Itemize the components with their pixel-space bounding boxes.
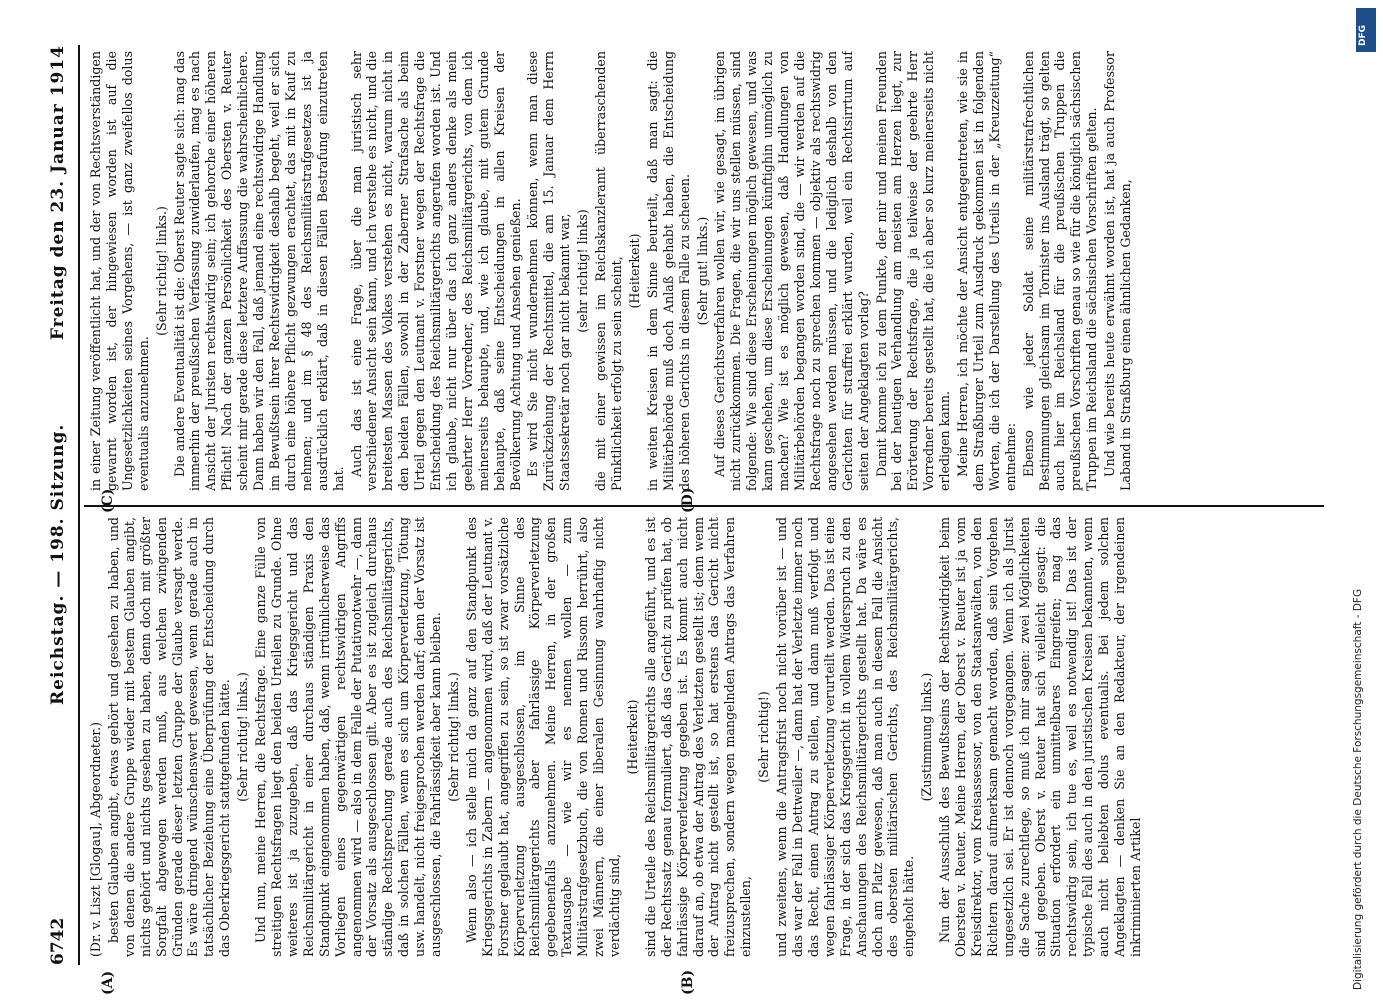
marker-d: (D) — [680, 487, 696, 513]
paragraph: Auch das ist eine Frage, über die man juristisch sehr verschiedener Ansicht sein kann, und ich verstehe es nicht, und die breitesten Massen des Volkes verstehen es nicht, warum nicht in den beiden Fällen, sowohl in der Zaberner Strafsache als beim Urteil gegen den Leutnant v. Forstner wegen der Rechtsfrage die Entscheidung des Reichsmilitärgerichts angerufen worden ist. Und ich glaube, nicht nur über das ich ganz anders denke als mein geehrter Herr Vorredner, des Reichsmilitärgerichts, von dem ich meinerseits behaupte, und, wie ich glaube, mit gutem Grunde behaupte, daß seine Entscheidungen in allen Kreisen der Bevölkerung Achtung und Ansehen genießen. — [348, 51, 523, 491]
paragraph: und zweitens, wenn die Antragsfrist noch nicht vorüber ist — und das war der Fall in Dettweiler —, dann hat der Verletzte immer noch das Recht, einen Antrag zu stellen, und dann muß verfolgt und wegen fahrlässiger Körperverletzung verurteilt werden. Das ist eine Frage, in der sich das Kriegsgericht in vollem Widerspruch zu den Anschauungen des Reichsmilitärgerichts gestellt hat. Da wäre es doch am Platz gewesen, daß man auch in diesem Fall die Ansicht des obersten militärischen Gerichts, des Reichsmilitärgerichts, eingeholt hätte. — [774, 517, 917, 957]
interjection: (Sehr richtig! links.) — [235, 672, 251, 802]
marker-a: (A) — [100, 970, 116, 995]
marker-c: (C) — [100, 488, 116, 513]
digitization-note: Digitalisierung gefördert durch die Deutsche Forschungsgemeinschaft - DFG — [1352, 588, 1364, 990]
left-column — [88, 517, 1323, 957]
right-column — [88, 51, 1323, 491]
paragraph: in weiten Kreisen in dem Sinne beurteilt, daß man sagt: die Militärbehörde muß doch Anlaß gehabt haben, die Entscheidung des höheren Gerichts in diesem Falle zu scheuen. — [644, 51, 692, 491]
paragraph: Auf dieses Gerichtsverfahren wollen wir, wie gesagt, im übrigen nicht zurückkommen. Die Fragen, die wir uns stellen müssen, sind folgende: Wie sind diese Erscheinungen möglich gewesen, und was kann geschehen, um diese Erscheinungen künftighin unmöglich zu machen? Wie ist es möglich gewesen, daß Handlungen von Militärbehörden begangen worden sind, die — wir werden auf die Rechtsfrage noch zu sprechen kommen — objektiv als rechtswidrig angesehen werden müssen, und die lediglich deshalb von den Gerichten für straffrei erklärt wurden, weil ein Rechtsirrtum auf seiten der Angeklagten vorlag? — [712, 51, 871, 491]
document-page — [40, 45, 1330, 995]
quotation: Ebenso wie jeder Soldat seine militärstrafrechtlichen Bestimmungen gleichsam im Tornister ins Ausland trägt, so gelten auch hier im Reichsland für die preußischen Truppen die preußischen Vorschriften genau so wie für die königlich sächsischen Truppen im Reichsland die sächsischen Vorschriften gelten. — [1020, 51, 1100, 491]
paragraph: Meine Herren, ich möchte der Ansicht entgegentreten, wie sie in dem Straßburger Urteil zum Ausdruck gekommen ist in folgenden Worten, die ich der Darstellung des Urteils in der „Kreuzzeitung“ entnehme: — [955, 51, 1018, 491]
paragraph: besten Glauben angibt, etwas gehört und gesehen zu haben, und von denen die andere Gruppe wieder mit bestem Glauben angibt, nichts gehört und nichts gesehen zu haben, denn doch mit größter Sorgfalt abgewogen werden muß, aus welchen zwingenden Gründen gerade dieser letzten Gruppe der Glaube versagt werde. Es wäre dringend wünschenswert gewesen, wenn gerade auch in tatsächlicher Beziehung eine Überprüfung der Entscheidung durch das Oberkriegsgericht stattgefunden hätte. — [105, 517, 233, 957]
page-header — [40, 45, 80, 965]
paragraph: in einer Zeitung veröffentlicht hat, und der von Rechtsverständigen gewarnt worden ist, der hingewiesen worden ist auf die Ungesetzlichkeiten seines Vorgehens, — ist ganz zweifellos dolus eventualis anzunehmen. — [88, 51, 151, 491]
interjection: (Sehr richtig!) — [756, 691, 772, 783]
interjection: (Sehr richtig! links.) — [445, 672, 461, 802]
paragraph: Damit komme ich zu dem Punkte, der mir und meinen Freunden bei der heutigen Verhandlung am meisten am Herzen liegt, zur Erörterung der Rechtsfrage, die ja teilweise der geehrte Herr Vorredner bereits gestellt hat, die ich aber so kurz meinerseits nicht erledigen kann. — [873, 51, 953, 491]
paragraph: sind die Urteile des Reichsmilitärgerichts alle angeführt, und es ist der Rechtssatz genau formuliert, daß das Gericht zu prüfen hat, ob fahrlässige Körperverletzung gegeben ist. Es kommt auch nicht darauf an, ob etwa der Antrag des Verletzten gestellt ist; denn wenn der Antrag nicht gestellt ist, so hat erstens das Gericht nicht freizusprechen, sondern wegen mangelnden Antrags das Verfahren einzustellen, — [642, 517, 754, 957]
interjection: (sehr richtig! links) — [575, 209, 591, 333]
paragraph: (Dr. v. Liszt [Glogau], Abgeordneter.) — [88, 722, 103, 957]
paragraph: Und nun, meine Herren, die Rechtsfrage. Eine ganze Fülle von streitigen Rechtsfragen liegt den beiden Urteilen zu Grunde. Ohne weiteres ist ja zuzugeben, daß das Kriegsgericht und das Reichsmilitärgericht in einer durchaus ständigen Praxis den Standpunkt eingenommen haben, daß, wenn irrtümlicherweise das Vorliegen eines gegenwärtigen rechtswidrigen Angriffs angenommen wird — also in dem Falle der Putativnotwehr —, dann der Vorsatz als ausgeschlossen gilt. Aber es ist zugleich durchaus ständige Rechtsprechung gerade auch des Reichsmilitärgerichts, daß in solchen Fällen, wenn es sich um Körperverletzung, Tötung usw. handelt, nicht freigesprochen werden darf; denn der Vorsatz ist ausgeschlossen, die Fahrlässigkeit aber kann bleiben. — [253, 517, 444, 957]
session-title: Reichstag. — 198. Sitzung. — [48, 423, 68, 705]
page-number: 6742 — [48, 917, 68, 965]
header-rule — [78, 45, 80, 965]
interjection: (Zustimmung links.) — [919, 672, 935, 802]
paragraph: die mit einer gewissen im Reichskanzleramt überraschenden Pünktlichkeit erfolgt zu sein scheint, — [593, 51, 624, 491]
marker-b: (B) — [680, 969, 696, 995]
interjection: (Sehr gut! links.) — [694, 216, 710, 326]
interjection: (Heiterkeit) — [624, 699, 640, 775]
column-separator — [84, 505, 1324, 507]
paragraph: Die andere Eventualität ist die: Oberst Reuter sagte sich: mag das immerhin der preußischen Verfassung zuwiderlaufen, mag es nach Ansicht der Juristen rechtswidrig sein; ich gehorche einer höheren Pflicht! Nach der ganzen Persönlichkeit des Obersten v. Reuter scheint mir gerade diese letztere Auffassung die wahrscheinlichere. Dann haben wir den Fall, daß jemand eine rechtswidrige Handlung im Bewußtsein ihrer Rechtswidrigkeit deshalb begeht, weil er sich durch eine höhere Pflicht gezwungen erachtet, das mit in Kauf zu nehmen; und im § 48 des Reichsmilitärstrafgesetzes ist ja ausdrücklich erklärt, daß in diesen Fällen Bestrafung einzutreten hat. — [171, 51, 346, 491]
session-date: Freitag den 23. Januar 1914 — [48, 45, 68, 341]
paragraph: Und wie bereits heute erwähnt worden ist, hat ja auch Professor Laband in Straßburg einen ähnlichen Gedanken, — [1102, 51, 1134, 491]
paragraph: Wenn also — ich stelle mich da ganz auf den Standpunkt des Kriegsgerichts in Zabern — angenommen wird, daß der Leutnant v. Forstner geglaubt hat, angegriffen zu sein, so ist zwar vorsätzliche Körperverletzung ausgeschlossen, im Sinne des Reichsmilitärgerichts aber fahrlässige Körperverletzung gegebenenfalls anzunehmen. Meine Herren, in der großen Textausgabe — wie wir es nennen wollen — zum Militärstrafgesetzbuch, die von Romen und Rissom herrührt, also zwei Männern, die einer liberalen Gesinnung wahrhaftig nicht verdächtig sind, — [463, 517, 622, 957]
interjection: (Sehr richtig! links.) — [153, 206, 169, 336]
dfg-logo: DFG — [1356, 8, 1376, 52]
interjection: (Heiterkeit) — [626, 233, 642, 309]
paragraph: Es wird Sie nicht wundernehmen können, wenn man diese Zurückziehung der Rechtsmittel, die am 15. Januar dem Herrn Staatssekretär noch gar nicht bekannt war, — [525, 51, 573, 491]
paragraph: Nun der Ausschluß des Bewußtseins der Rechtswidrigkeit beim Obersten v. Reuter. Meine Herren, der Oberst v. Reuter ist ja vom Kreisdirektor, vom Kreisassessor, von den Staatsanwälten, von den Richtern darauf aufmerksam gemacht worden, daß sein Vorgehen ungesetzlich sei. Er ist dennoch vorgegangen. Wenn ich als Jurist die Sache zurechtlege, so muß ich mir sagen: zwei Möglichkeiten sind gegeben. Oberst v. Reuter hat sich vielleicht gesagt: die Situation erfordert ein unmittelbares Eingreifen; mag das rechtswidrig sein, ich tue es, weil es notwendig ist! Das ist der typische Fall des auch in den juristischen Kreisen bekannten, wenn auch nicht beliebten dolus eventualis. Bei jedem solchen Angeklagten — denken Sie an den Redakteur, der irgendeinen inkriminierten Artikel — [937, 517, 1143, 957]
